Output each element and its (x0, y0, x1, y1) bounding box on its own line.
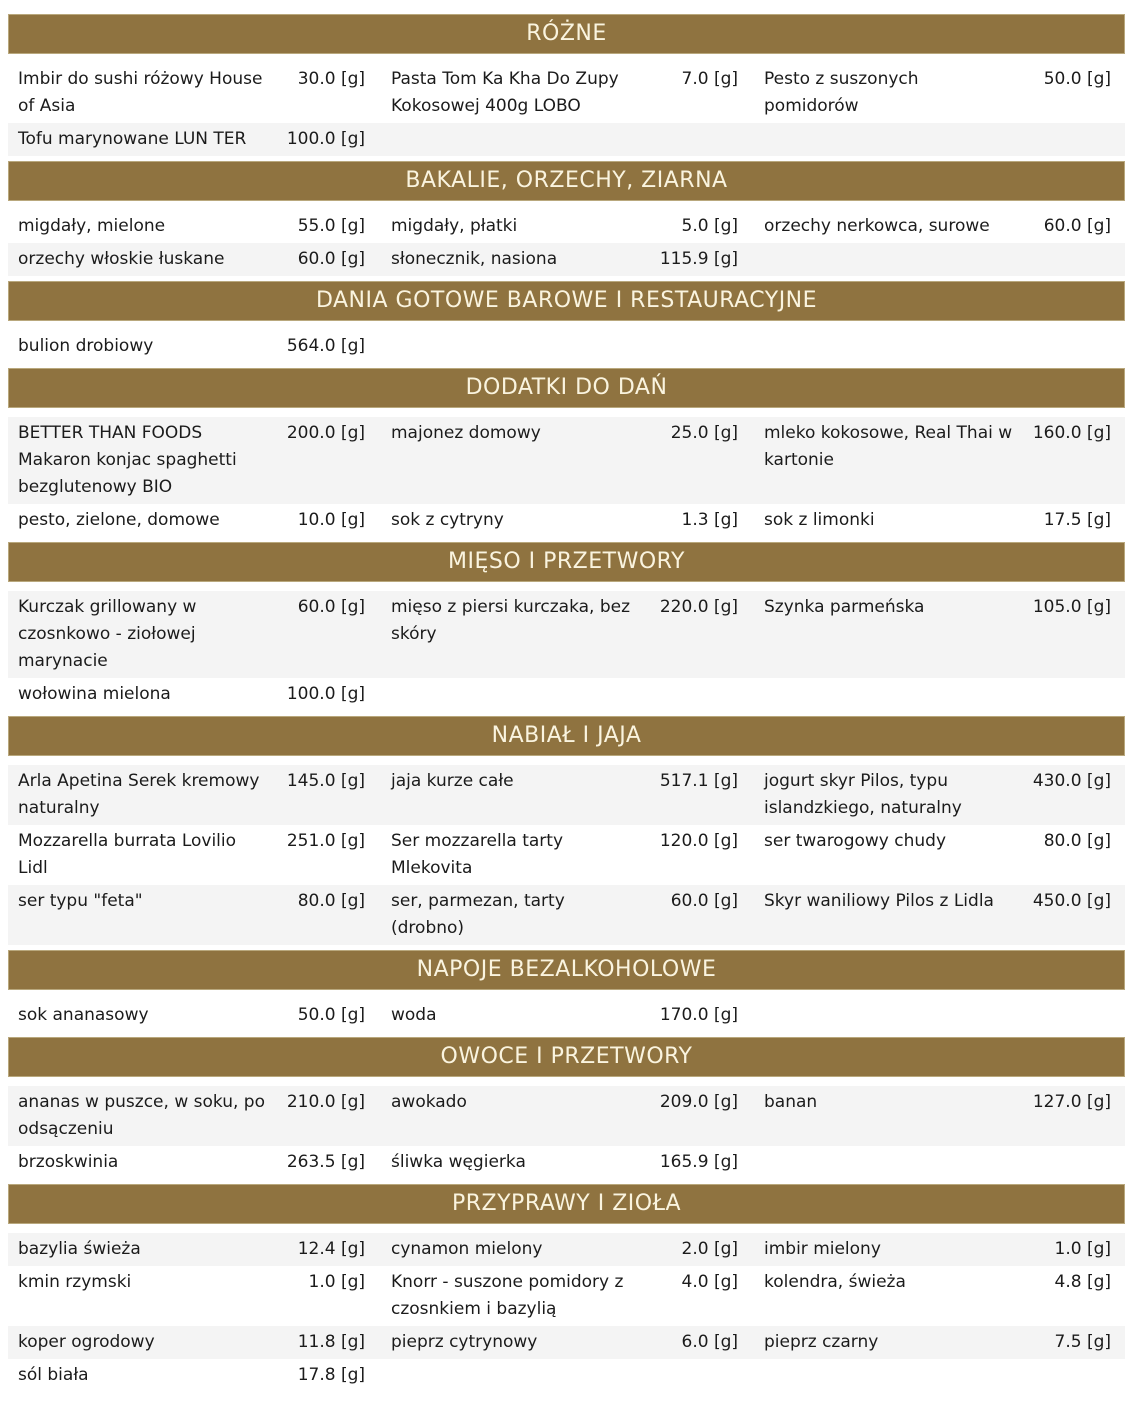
item-amount: 1.0 [g] (1054, 1239, 1111, 1259)
item-cell (391, 681, 738, 708)
item-amount: 200.0 [g] (286, 423, 365, 443)
item-cell (764, 126, 1111, 153)
item-amount: 430.0 [g] (1032, 771, 1111, 791)
item-name: Pesto z suszonych pomidorów (764, 69, 919, 116)
item-name: mleko kokosowe, Real Thai w kartonie (764, 423, 1013, 470)
item-amount: 450.0 [g] (1032, 891, 1111, 911)
item-name: ananas w puszce, w soku, po odsączeniu (18, 1092, 265, 1139)
item-cell (391, 1089, 738, 1143)
item-cell (764, 828, 1111, 882)
item-cell (764, 507, 1111, 534)
item-cell (391, 66, 738, 120)
item-cell (18, 1002, 365, 1029)
item-name: pieprz czarny (764, 1332, 879, 1352)
item-name: słonecznik, nasiona (391, 249, 558, 269)
table-row (8, 417, 1125, 504)
item-amount: 6.0 [g] (681, 1332, 738, 1352)
item-amount: 17.8 [g] (297, 1365, 365, 1385)
table-row (8, 885, 1125, 945)
item-cell (18, 888, 365, 942)
section-header (8, 950, 1125, 990)
item-name: ser typu "feta" (18, 891, 143, 911)
item-amount: 517.1 [g] (659, 771, 738, 791)
item-amount: 210.0 [g] (286, 1092, 365, 1112)
item-name: cynamon mielony (391, 1239, 543, 1259)
item-name: koper ogrodowy (18, 1332, 155, 1352)
table-row (8, 591, 1125, 678)
item-amount: 60.0 [g] (297, 597, 365, 617)
item-cell (764, 1149, 1111, 1176)
section-title: NAPOJE BEZALKOHOLOWE (416, 957, 717, 982)
item-amount: 50.0 [g] (1043, 69, 1111, 89)
item-name: bazylia świeża (18, 1239, 141, 1259)
item-name: Arla Apetina Serek kremowy naturalny (18, 771, 260, 818)
item-cell (18, 1089, 365, 1143)
item-name: kolendra, świeża (764, 1272, 906, 1292)
item-cell (18, 420, 365, 501)
section-header (8, 716, 1125, 756)
section-title: DODATKI DO DAŃ (465, 375, 668, 400)
item-amount: 80.0 [g] (1043, 831, 1111, 851)
item-amount: 80.0 [g] (297, 891, 365, 911)
item-cell (18, 66, 365, 120)
category-section (8, 1037, 1125, 1179)
item-cell (18, 1149, 365, 1176)
category-section (8, 281, 1125, 363)
item-amount: 220.0 [g] (659, 597, 738, 617)
item-cell (764, 333, 1111, 360)
table-row (8, 504, 1125, 537)
section-title: NABIAŁ I JAJA (491, 723, 642, 748)
item-amount: 10.0 [g] (297, 510, 365, 530)
section-rows (8, 1086, 1125, 1179)
item-name: pesto, zielone, domowe (18, 510, 220, 530)
item-amount: 115.9 [g] (659, 249, 738, 269)
item-cell (764, 1236, 1111, 1263)
table-row (8, 825, 1125, 885)
section-title: BAKALIE, ORZECHY, ZIARNA (405, 168, 728, 193)
item-name: awokado (391, 1092, 467, 1112)
category-section (8, 950, 1125, 1032)
item-name: orzechy włoskie łuskane (18, 249, 225, 269)
item-amount: 145.0 [g] (286, 771, 365, 791)
item-amount: 7.5 [g] (1054, 1332, 1111, 1352)
item-amount: 17.5 [g] (1043, 510, 1111, 530)
item-cell (18, 1329, 365, 1356)
item-name: Szynka parmeńska (764, 597, 925, 617)
item-amount: 60.0 [g] (297, 249, 365, 269)
item-cell (391, 1002, 738, 1029)
item-cell (764, 1269, 1111, 1323)
item-name: sok z limonki (764, 510, 875, 530)
item-cell (18, 213, 365, 240)
item-cell (764, 66, 1111, 120)
item-name: orzechy nerkowca, surowe (764, 216, 990, 236)
item-cell (391, 420, 738, 501)
item-amount: 11.8 [g] (297, 1332, 365, 1352)
item-name: sól biała (18, 1365, 89, 1385)
section-rows (8, 1233, 1125, 1392)
item-name: ser, parmezan, tarty (drobno) (391, 891, 565, 938)
item-name: jaja kurze całe (391, 771, 514, 791)
category-section (8, 14, 1125, 156)
item-cell (391, 126, 738, 153)
section-header (8, 161, 1125, 201)
item-cell (391, 333, 738, 360)
item-name: ser twarogowy chudy (764, 831, 947, 851)
item-name: woda (391, 1005, 437, 1025)
section-header (8, 281, 1125, 321)
item-amount: 170.0 [g] (659, 1005, 738, 1025)
item-amount: 564.0 [g] (286, 336, 365, 356)
section-rows (8, 765, 1125, 945)
item-cell (391, 768, 738, 822)
item-amount: 4.0 [g] (681, 1272, 738, 1292)
item-name: kmin rzymski (18, 1272, 132, 1292)
item-amount: 12.4 [g] (297, 1239, 365, 1259)
item-cell (18, 768, 365, 822)
item-name: Tofu marynowane LUN TER (18, 129, 247, 149)
item-name: migdały, mielone (18, 216, 166, 236)
item-amount: 251.0 [g] (286, 831, 365, 851)
item-cell (764, 1329, 1111, 1356)
item-cell (391, 888, 738, 942)
section-rows (8, 330, 1125, 363)
item-amount: 1.0 [g] (308, 1272, 365, 1292)
item-cell (391, 1149, 738, 1176)
item-name: śliwka węgierka (391, 1152, 526, 1172)
table-row (8, 123, 1125, 156)
item-amount: 100.0 [g] (286, 129, 365, 149)
table-row (8, 678, 1125, 711)
item-cell (764, 213, 1111, 240)
item-name: wołowina mielona (18, 684, 171, 704)
table-row (8, 1359, 1125, 1392)
item-cell (764, 246, 1111, 273)
table-row (8, 63, 1125, 123)
item-cell (18, 828, 365, 882)
section-title: RÓŻNE (526, 21, 607, 46)
section-title: MIĘSO I PRZETWORY (448, 549, 685, 574)
item-amount: 7.0 [g] (681, 69, 738, 89)
item-amount: 5.0 [g] (681, 216, 738, 236)
table-row (8, 330, 1125, 363)
item-cell (764, 420, 1111, 501)
item-cell (391, 1269, 738, 1323)
item-name: majonez domowy (391, 423, 541, 443)
item-cell (18, 594, 365, 675)
category-section (8, 716, 1125, 945)
item-cell (18, 1269, 365, 1323)
category-section (8, 542, 1125, 711)
section-header (8, 14, 1125, 54)
item-cell (391, 507, 738, 534)
item-amount: 100.0 [g] (286, 684, 365, 704)
section-title: OWOCE I PRZETWORY (440, 1044, 693, 1069)
item-cell (391, 1329, 738, 1356)
table-row (8, 1086, 1125, 1146)
item-cell (391, 246, 738, 273)
item-name: Knorr - suszone pomidory z czosnkiem i bazylią (391, 1272, 624, 1319)
item-cell (391, 828, 738, 882)
item-amount: 120.0 [g] (659, 831, 738, 851)
item-cell (764, 1089, 1111, 1143)
item-amount: 50.0 [g] (297, 1005, 365, 1025)
section-header (8, 1184, 1125, 1224)
item-cell (391, 213, 738, 240)
item-cell (391, 1362, 738, 1389)
item-cell (764, 888, 1111, 942)
category-section (8, 368, 1125, 537)
table-row (8, 1266, 1125, 1326)
item-cell (18, 1362, 365, 1389)
item-cell (18, 333, 365, 360)
table-row (8, 1233, 1125, 1266)
item-amount: 4.8 [g] (1054, 1272, 1111, 1292)
item-cell (391, 594, 738, 675)
item-name: Mozzarella burrata Lovilio Lidl (18, 831, 237, 878)
item-amount: 60.0 [g] (670, 891, 738, 911)
item-name: jogurt skyr Pilos, typu islandzkiego, naturalny (764, 771, 962, 818)
item-amount: 209.0 [g] (659, 1092, 738, 1112)
item-name: Pasta Tom Ka Kha Do Zupy Kokosowej 400g LOBO (391, 69, 619, 116)
item-amount: 2.0 [g] (681, 1239, 738, 1259)
item-name: sok ananasowy (18, 1005, 149, 1025)
item-cell (18, 507, 365, 534)
section-rows (8, 591, 1125, 711)
item-amount: 1.3 [g] (681, 510, 738, 530)
section-rows (8, 999, 1125, 1032)
item-name: sok z cytryny (391, 510, 504, 530)
item-name: pieprz cytrynowy (391, 1332, 538, 1352)
item-name: mięso z piersi kurczaka, bez skóry (391, 597, 631, 644)
item-name: Imbir do sushi różowy House of Asia (18, 69, 263, 116)
item-name: imbir mielony (764, 1239, 881, 1259)
item-name: brzoskwinia (18, 1152, 119, 1172)
item-amount: 105.0 [g] (1032, 597, 1111, 617)
section-rows (8, 210, 1125, 276)
table-row (8, 210, 1125, 243)
item-cell (18, 1236, 365, 1263)
item-amount: 25.0 [g] (670, 423, 738, 443)
section-header (8, 368, 1125, 408)
section-header (8, 542, 1125, 582)
section-rows (8, 63, 1125, 156)
section-header (8, 1037, 1125, 1077)
item-name: bulion drobiowy (18, 336, 154, 356)
item-name: Kurczak grillowany w czosnkowo - ziołowej marynacie (18, 597, 197, 671)
table-row (8, 1146, 1125, 1179)
item-amount: 127.0 [g] (1032, 1092, 1111, 1112)
item-name: banan (764, 1092, 818, 1112)
item-cell (391, 1236, 738, 1263)
section-rows (8, 417, 1125, 537)
table-row (8, 765, 1125, 825)
table-row (8, 243, 1125, 276)
item-cell (18, 681, 365, 708)
item-amount: 55.0 [g] (297, 216, 365, 236)
item-amount: 30.0 [g] (297, 69, 365, 89)
item-cell (18, 246, 365, 273)
section-title: DANIA GOTOWE BAROWE I RESTAURACYJNE (315, 288, 818, 313)
item-name: Ser mozzarella tarty Mlekovita (391, 831, 564, 878)
item-amount: 60.0 [g] (1043, 216, 1111, 236)
item-amount: 160.0 [g] (1032, 423, 1111, 443)
category-section (8, 1184, 1125, 1392)
section-title: PRZYPRAWY I ZIOŁA (451, 1191, 682, 1216)
item-cell (764, 1362, 1111, 1389)
category-section (8, 161, 1125, 276)
item-cell (764, 1002, 1111, 1029)
item-amount: 263.5 [g] (286, 1152, 365, 1172)
table-row (8, 1326, 1125, 1359)
item-name: BETTER THAN FOODS Makaron konjac spaghetti bezglutenowy BIO (18, 423, 237, 497)
item-amount: 165.9 [g] (659, 1152, 738, 1172)
item-name: Skyr waniliowy Pilos z Lidla (764, 891, 994, 911)
item-name: migdały, płatki (391, 216, 518, 236)
item-cell (764, 594, 1111, 675)
item-cell (764, 768, 1111, 822)
item-cell (18, 126, 365, 153)
item-cell (764, 681, 1111, 708)
table-row (8, 999, 1125, 1032)
